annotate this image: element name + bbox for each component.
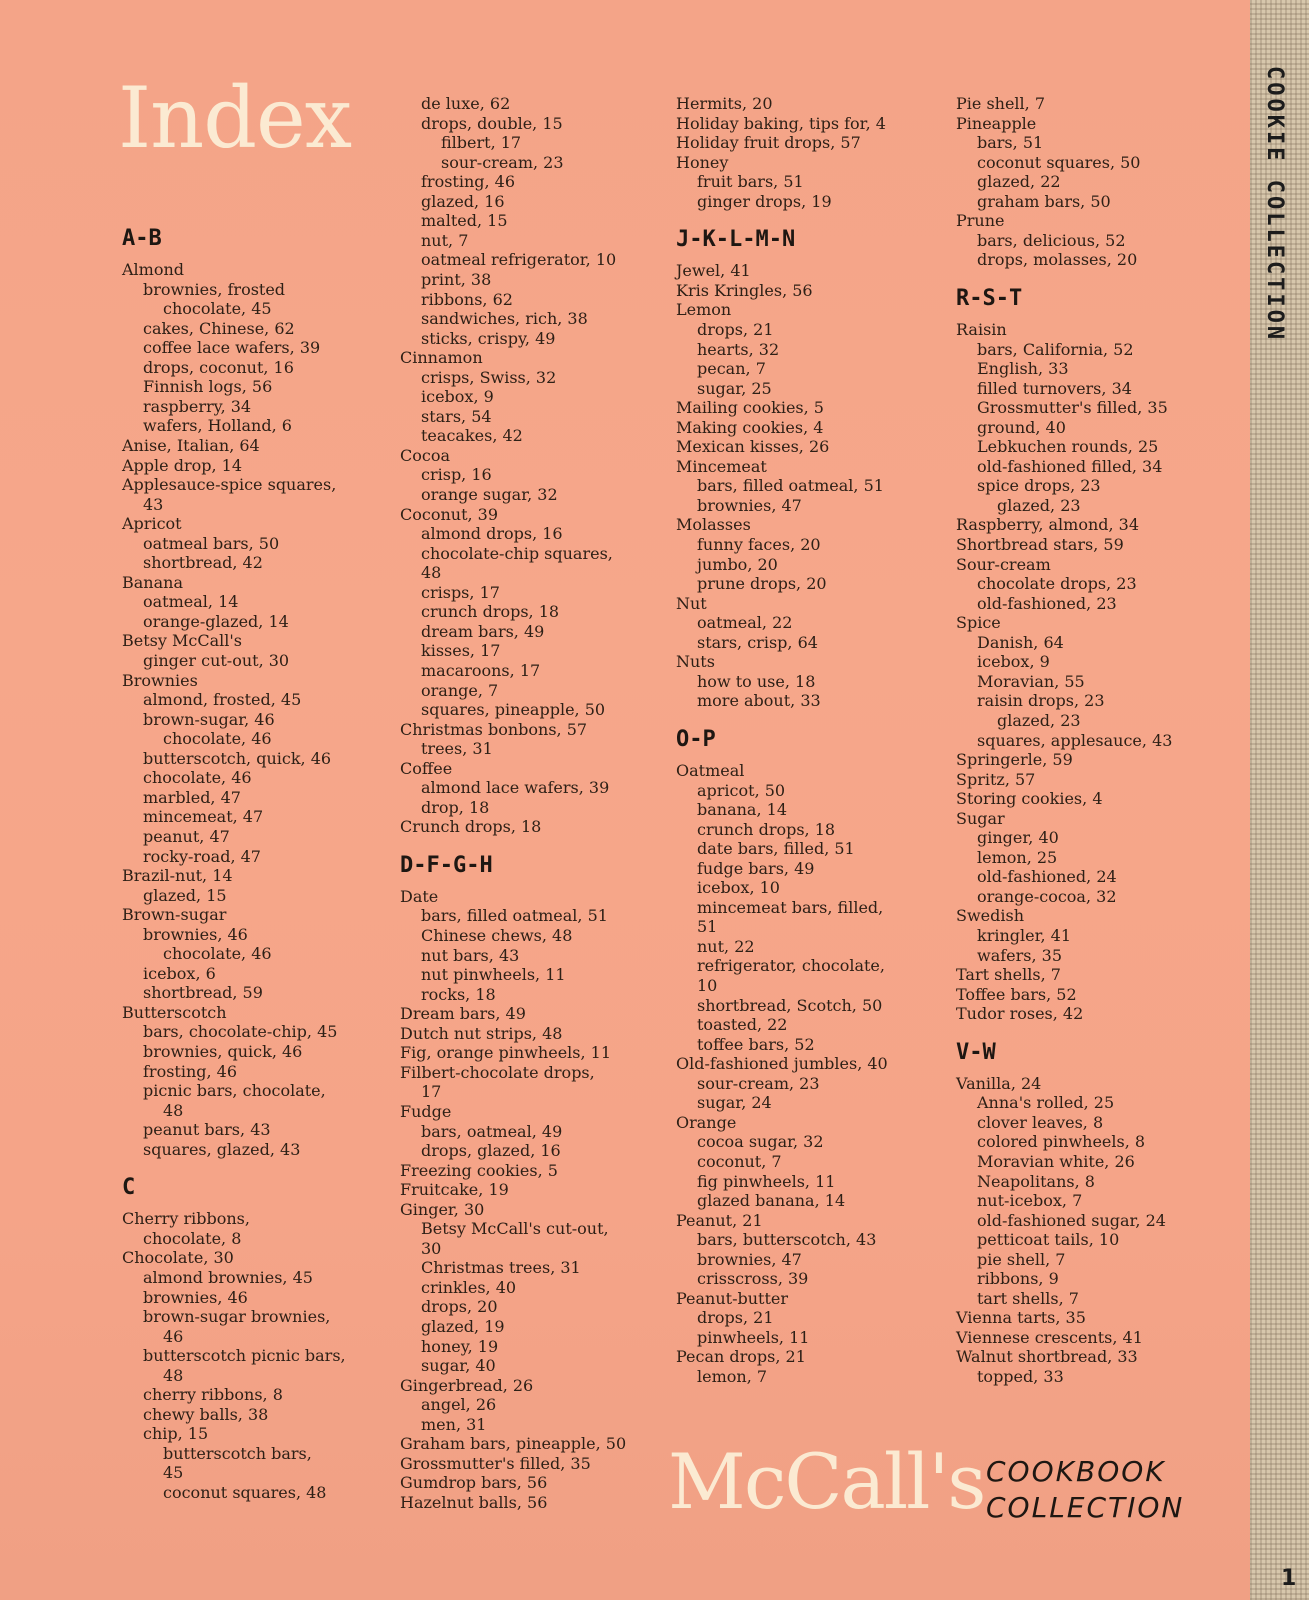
index-subentry: 46 xyxy=(163,1326,184,1346)
index-entry: Toffee bars, 52 xyxy=(956,984,1077,1004)
index-subentry: icebox, 9 xyxy=(977,652,1050,672)
index-subentry: print, 38 xyxy=(421,269,492,289)
brand-tagline-line1: COOKBOOK xyxy=(986,1455,1166,1488)
index-entry: Apple drop, 14 xyxy=(122,455,243,475)
index-subentry: cherry ribbons, 8 xyxy=(143,1385,283,1405)
index-subentry: drops, glazed, 16 xyxy=(421,1141,561,1161)
index-subentry: sandwiches, rich, 38 xyxy=(421,309,588,329)
index-entry: Brazil-nut, 14 xyxy=(122,866,233,886)
index-subentry: ginger drops, 19 xyxy=(697,191,832,211)
index-subentry: jumbo, 20 xyxy=(697,554,778,574)
index-entry: Viennese crescents, 41 xyxy=(956,1327,1143,1347)
index-entry: Raspberry, almond, 34 xyxy=(956,515,1140,535)
index-subentry: pie shell, 7 xyxy=(977,1249,1066,1269)
index-subentry: picnic bars, chocolate, xyxy=(143,1081,326,1101)
index-subentry: oatmeal refrigerator, 10 xyxy=(421,250,617,270)
index-subentry: bars, delicious, 52 xyxy=(977,230,1126,250)
index-subentry: old-fashioned, 23 xyxy=(977,593,1117,613)
index-entry: Butterscotch xyxy=(122,1002,227,1022)
index-subentry: oatmeal, 22 xyxy=(697,613,793,633)
index-entry: Pie shell, 7 xyxy=(956,94,1046,113)
index-subentry: sticks, crispy, 49 xyxy=(421,328,556,348)
index-entry: Cherry ribbons, xyxy=(122,1209,250,1229)
index-entry: Holiday baking, tips for, 4 xyxy=(676,113,886,133)
index-subentry: butterscotch bars, xyxy=(163,1443,312,1463)
index-subentry: nut, 7 xyxy=(421,230,469,250)
index-subentry: English, 33 xyxy=(977,359,1069,379)
index-subentry: bars, oatmeal, 49 xyxy=(421,1121,563,1141)
index-entry: Coconut, 39 xyxy=(400,504,499,524)
index-subentry: orange, 7 xyxy=(421,680,499,700)
section-heading: R-S-T xyxy=(956,285,1023,311)
index-subentry: squares, glazed, 43 xyxy=(143,1139,301,1159)
index-entry: Almond xyxy=(122,260,185,279)
index-subentry: nut-icebox, 7 xyxy=(977,1191,1083,1211)
index-subentry: 48 xyxy=(163,1365,184,1385)
index-entry: Tudor roses, 42 xyxy=(956,1004,1084,1024)
index-subentry: more about, 33 xyxy=(697,691,821,711)
index-subentry: mincemeat, 47 xyxy=(143,807,264,827)
index-subentry: butterscotch, quick, 46 xyxy=(143,748,332,768)
index-subentry: chocolate drops, 23 xyxy=(977,574,1137,594)
index-subentry: brownies, 47 xyxy=(697,1249,802,1269)
index-subentry: ribbons, 62 xyxy=(421,289,513,309)
index-subentry: angel, 26 xyxy=(421,1395,497,1415)
index-entry: Storing cookies, 4 xyxy=(956,789,1103,809)
index-subentry: bars, butterscotch, 43 xyxy=(697,1230,877,1250)
index-entry: Brownies xyxy=(122,670,198,690)
index-entry: Graham bars, pineapple, 50 xyxy=(400,1434,627,1454)
index-entry: Christmas bonbons, 57 xyxy=(400,719,588,739)
index-subentry: nut pinwheels, 11 xyxy=(421,965,566,985)
index-subentry: rocky-road, 47 xyxy=(143,846,261,866)
index-subentry: macaroons, 17 xyxy=(421,660,541,680)
index-entry: Spice xyxy=(956,613,1001,633)
index-subentry: filbert, 17 xyxy=(441,133,522,153)
index-subentry: brownies, 46 xyxy=(143,1287,248,1307)
index-subentry: glazed, 23 xyxy=(997,495,1081,515)
index-entry: Hermits, 20 xyxy=(676,94,773,113)
index-subentry: sugar, 24 xyxy=(697,1093,772,1113)
brand-logo: McCall's xyxy=(668,1437,985,1526)
index-subentry: crunch drops, 18 xyxy=(697,819,836,839)
index-entry: Vienna tarts, 35 xyxy=(956,1308,1086,1328)
index-entry: Applesauce-spice squares, xyxy=(122,475,337,495)
index-subentry: honey, 19 xyxy=(421,1336,499,1356)
index-subentry: 17 xyxy=(421,1082,442,1102)
index-subentry: drops, 20 xyxy=(421,1297,498,1317)
section-heading: C xyxy=(122,1175,136,1201)
index-subentry: sour-cream, 23 xyxy=(441,152,564,172)
index-subentry: de luxe, 62 xyxy=(421,94,511,113)
index-entry: Peanut, 21 xyxy=(676,1210,763,1230)
index-entry: Raisin xyxy=(956,319,1007,339)
index-subentry: chocolate, 46 xyxy=(163,729,272,749)
index-subentry: chocolate, 45 xyxy=(163,299,272,319)
index-subentry: crisscross, 39 xyxy=(697,1269,809,1289)
index-subentry: trees, 31 xyxy=(421,739,493,759)
section-heading: D-F-G-H xyxy=(400,852,493,878)
index-subentry: Moravian white, 26 xyxy=(977,1151,1135,1171)
index-subentry: topped, 33 xyxy=(977,1367,1064,1386)
index-entry: Brown-sugar xyxy=(122,905,227,925)
index-subentry: oatmeal, 14 xyxy=(143,592,239,612)
index-subentry: icebox, 9 xyxy=(421,387,494,407)
index-subentry: squares, pineapple, 50 xyxy=(421,700,606,720)
index-subentry: orange sugar, 32 xyxy=(421,485,558,504)
index-entry: Banana xyxy=(122,572,183,592)
index-subentry: ginger, 40 xyxy=(977,828,1059,848)
index-subentry: funny faces, 20 xyxy=(697,535,821,554)
index-entry: Sour-cream xyxy=(956,554,1051,574)
index-subentry: teacakes, 42 xyxy=(421,426,523,446)
index-subentry: shortbread, Scotch, 50 xyxy=(697,995,883,1015)
index-entry: Lemon xyxy=(676,300,732,320)
index-subentry: coffee lace wafers, 39 xyxy=(143,338,321,358)
index-subentry: graham bars, 50 xyxy=(977,191,1111,211)
section-heading: A-B xyxy=(122,226,162,251)
index-entry: Tart shells, 7 xyxy=(956,965,1061,985)
index-entry: Cocoa xyxy=(400,445,451,465)
index-subentry: brownies, 47 xyxy=(697,495,802,515)
tab-page-number: 1 xyxy=(1281,1566,1297,1591)
tab-label: COOKIE COLLECTION xyxy=(1262,66,1287,343)
index-subentry: drops, coconut, 16 xyxy=(143,357,294,377)
index-subentry: chocolate, 46 xyxy=(163,944,272,964)
index-subentry: drops, molasses, 20 xyxy=(977,250,1138,270)
index-subentry: ribbons, 9 xyxy=(977,1269,1059,1289)
index-entry: Fruitcake, 19 xyxy=(400,1180,509,1200)
index-subentry: nut, 22 xyxy=(697,936,755,956)
index-subentry: kisses, 17 xyxy=(421,641,501,661)
index-subentry: prune drops, 20 xyxy=(697,574,827,594)
index-entry: Sugar xyxy=(956,808,1005,828)
index-subentry: almond, frosted, 45 xyxy=(143,690,302,710)
index-subentry: frosting, 46 xyxy=(421,172,516,192)
index-subentry: drops, 21 xyxy=(697,1308,774,1328)
index-entry: Crunch drops, 18 xyxy=(400,817,542,837)
index-subentry: Betsy McCall's cut-out, xyxy=(421,1219,609,1239)
index-subentry: chocolate, 8 xyxy=(143,1228,242,1248)
index-subentry: chewy balls, 38 xyxy=(143,1404,269,1424)
index-subentry: mincemeat bars, filled, xyxy=(697,897,884,917)
index-entry: Kris Kringles, 56 xyxy=(676,280,813,300)
index-entry: Making cookies, 4 xyxy=(676,417,824,437)
index-entry: Anise, Italian, 64 xyxy=(122,435,260,455)
index-subentry: glazed, 19 xyxy=(421,1317,505,1336)
index-entry: Orange xyxy=(676,1112,737,1132)
index-subentry: 48 xyxy=(163,1100,184,1120)
index-entry: Dream bars, 49 xyxy=(400,1004,526,1024)
index-subentry: date bars, filled, 51 xyxy=(697,839,855,859)
index-subentry: 48 xyxy=(421,563,442,583)
index-entry: Coffee xyxy=(400,758,453,778)
index-subentry: 30 xyxy=(421,1238,442,1258)
index-subentry: crunch drops, 18 xyxy=(421,602,560,622)
index-subentry: icebox, 10 xyxy=(697,878,780,898)
index-subentry: fruit bars, 51 xyxy=(697,172,804,192)
index-entry: Springerle, 59 xyxy=(956,750,1073,770)
index-entry: Mailing cookies, 5 xyxy=(676,398,824,418)
section-heading: V-W xyxy=(956,1039,996,1065)
index-subentry: crinkles, 40 xyxy=(421,1277,517,1297)
index-subentry: sour-cream, 23 xyxy=(697,1073,820,1093)
index-subentry: men, 31 xyxy=(421,1414,487,1434)
index-subentry: crisps, 17 xyxy=(421,582,500,602)
index-entry: Betsy McCall's xyxy=(122,631,242,651)
index-subentry: nut bars, 43 xyxy=(421,945,520,965)
index-subentry: almond brownies, 45 xyxy=(143,1267,313,1287)
index-subentry: coconut, 7 xyxy=(697,1151,782,1171)
index-subentry: fig pinwheels, 11 xyxy=(697,1171,836,1191)
index-subentry: stars, 54 xyxy=(421,406,492,426)
index-entry: Mexican kisses, 26 xyxy=(676,437,830,457)
index-entry: Filbert-chocolate drops, xyxy=(400,1062,595,1082)
index-subentry: bars, chocolate-chip, 45 xyxy=(143,1022,338,1042)
index-entry: Pineapple xyxy=(956,113,1037,133)
brand-tagline-line2: COLLECTION xyxy=(986,1491,1185,1524)
index-subentry: old-fashioned, 24 xyxy=(977,867,1117,887)
index-subentry: stars, crisp, 64 xyxy=(697,632,818,652)
index-entry: Old-fashioned jumbles, 40 xyxy=(676,1054,888,1074)
index-subentry: toffee bars, 52 xyxy=(697,1034,815,1054)
index-subentry: rocks, 18 xyxy=(421,984,496,1004)
index-subentry: Finnish logs, 56 xyxy=(143,377,273,397)
index-subentry: coconut squares, 48 xyxy=(163,1483,327,1502)
index-subentry: raisin drops, 23 xyxy=(977,691,1105,711)
index-subentry: Chinese chews, 48 xyxy=(421,926,573,945)
index-subentry: pinwheels, 11 xyxy=(697,1327,810,1347)
index-entry: Pecan drops, 21 xyxy=(676,1347,806,1367)
index-subentry: almond drops, 16 xyxy=(421,524,563,544)
index-subentry: banana, 14 xyxy=(697,800,787,820)
index-subentry: chip, 15 xyxy=(143,1424,209,1444)
index-entry: Date xyxy=(400,886,439,906)
index-subentry: colored pinwheels, 8 xyxy=(977,1132,1146,1152)
index-subentry: drop, 18 xyxy=(421,797,490,817)
index-entry: Grossmutter's filled, 35 xyxy=(400,1453,591,1473)
section-heading: J-K-L-M-N xyxy=(676,227,796,253)
index-entry: Gingerbread, 26 xyxy=(400,1375,534,1395)
index-subentry: shortbread, 42 xyxy=(143,553,263,573)
index-subentry: bars, 51 xyxy=(977,133,1044,153)
index-subentry: Danish, 64 xyxy=(977,632,1064,652)
index-subentry: 45 xyxy=(163,1463,184,1483)
index-subentry: chocolate, 46 xyxy=(143,768,252,788)
index-subentry: Lebkuchen rounds, 25 xyxy=(977,437,1159,457)
index-subentry: Christmas trees, 31 xyxy=(421,1258,581,1278)
index-subentry: almond lace wafers, 39 xyxy=(421,778,610,798)
index-subentry: butterscotch picnic bars, xyxy=(143,1346,346,1366)
index-subentry: wafers, 35 xyxy=(977,945,1063,965)
index-subentry: glazed, 16 xyxy=(421,191,505,211)
index-subentry: raspberry, 34 xyxy=(143,396,252,416)
index-subentry: spice drops, 23 xyxy=(977,476,1101,496)
index-entry: Spritz, 57 xyxy=(956,769,1036,789)
index-subentry: kringler, 41 xyxy=(977,926,1072,945)
index-entry: Freezing cookies, 5 xyxy=(400,1160,558,1180)
index-subentry: frosting, 46 xyxy=(143,1061,238,1081)
index-subentry: peanut bars, 43 xyxy=(143,1120,271,1140)
index-entry: Nut xyxy=(676,593,707,613)
index-entry: Cinnamon xyxy=(400,348,483,368)
index-entry: Fudge xyxy=(400,1101,452,1121)
index-subentry: petticoat tails, 10 xyxy=(977,1230,1120,1250)
page-title: Index xyxy=(118,69,352,167)
index-subentry: bars, filled oatmeal, 51 xyxy=(421,906,608,926)
index-subentry: hearts, 32 xyxy=(697,339,780,359)
index-subentry: glazed, 23 xyxy=(997,710,1081,730)
index-subentry: pecan, 7 xyxy=(697,359,766,379)
index-entry: Holiday fruit drops, 57 xyxy=(676,133,861,153)
index-entry: Mincemeat xyxy=(676,456,767,476)
index-subentry: sugar, 25 xyxy=(697,378,772,398)
index-entry: Oatmeal xyxy=(676,760,745,780)
index-entry: Honey xyxy=(676,152,729,172)
index-subentry: sugar, 40 xyxy=(421,1356,496,1376)
index-subentry: brown-sugar, 46 xyxy=(143,709,275,729)
index-subentry: chocolate-chip squares, xyxy=(421,543,613,563)
index-entry: Swedish xyxy=(956,906,1024,926)
index-subentry: oatmeal bars, 50 xyxy=(143,533,280,553)
index-subentry: ground, 40 xyxy=(977,417,1066,437)
index-entry: Vanilla, 24 xyxy=(956,1073,1042,1093)
index-entry: Ginger, 30 xyxy=(400,1199,485,1219)
index-subentry: 51 xyxy=(697,917,718,937)
index-entry: Chocolate, 30 xyxy=(122,1248,234,1268)
index-subentry: brown-sugar brownies, xyxy=(143,1307,331,1327)
index-subentry: bars, filled oatmeal, 51 xyxy=(697,476,884,496)
index-subentry: dream bars, 49 xyxy=(421,621,545,641)
index-subentry: filled turnovers, 34 xyxy=(977,378,1132,398)
index-subentry: glazed, 15 xyxy=(143,885,227,905)
index-subentry: brownies, quick, 46 xyxy=(143,1042,303,1061)
index-entry: Dutch nut strips, 48 xyxy=(400,1023,563,1043)
index-entry: Nuts xyxy=(676,652,715,672)
index-subentry: 43 xyxy=(143,494,164,514)
index-entry: Shortbread stars, 59 xyxy=(956,535,1124,554)
index-subentry: icebox, 6 xyxy=(143,963,216,983)
index-subentry: cakes, Chinese, 62 xyxy=(143,318,295,338)
index-subentry: apricot, 50 xyxy=(697,780,786,800)
index-subentry: brownies, 46 xyxy=(143,924,248,944)
index-subentry: clover leaves, 8 xyxy=(977,1112,1104,1132)
index-subentry: bars, California, 52 xyxy=(977,339,1134,359)
index-entry: Fig, orange pinwheels, 11 xyxy=(400,1043,612,1063)
index-subentry: orange-glazed, 14 xyxy=(143,611,289,631)
index-entry: Walnut shortbread, 33 xyxy=(956,1347,1138,1367)
index-subentry: malted, 15 xyxy=(421,211,508,231)
index-subentry: lemon, 25 xyxy=(977,847,1058,867)
index-subentry: glazed, 22 xyxy=(977,172,1061,192)
index-subentry: ginger cut-out, 30 xyxy=(143,651,290,670)
index-subentry: squares, applesauce, 43 xyxy=(977,730,1173,750)
index-subentry: Anna's rolled, 25 xyxy=(977,1093,1115,1113)
index-entry: Prune xyxy=(956,211,1005,231)
index-subentry: wafers, Holland, 6 xyxy=(143,416,292,436)
index-subentry: old-fashioned filled, 34 xyxy=(977,456,1163,476)
index-subentry: glazed banana, 14 xyxy=(697,1191,846,1211)
index-subentry: marbled, 47 xyxy=(143,787,241,807)
index-subentry: lemon, 7 xyxy=(697,1367,768,1386)
section-heading: O-P xyxy=(676,726,716,752)
index-entry: Apricot xyxy=(122,514,182,534)
index-subentry: cocoa sugar, 32 xyxy=(697,1132,824,1152)
index-subentry: toasted, 22 xyxy=(697,1015,788,1035)
index-entry: Molasses xyxy=(676,515,751,535)
index-subentry: fudge bars, 49 xyxy=(697,858,815,878)
index-subentry: refrigerator, chocolate, xyxy=(697,956,885,976)
index-subentry: Grossmutter's filled, 35 xyxy=(977,398,1168,418)
index-subentry: old-fashioned sugar, 24 xyxy=(977,1210,1166,1230)
index-subentry: shortbread, 59 xyxy=(143,983,263,1003)
index-subentry: brownies, frosted xyxy=(143,279,286,299)
index-subentry: crisps, Swiss, 32 xyxy=(421,367,557,387)
index-entry: Gumdrop bars, 56 xyxy=(400,1473,548,1493)
index-subentry: coconut squares, 50 xyxy=(977,152,1141,172)
index-subentry: drops, 21 xyxy=(697,319,774,339)
index-subentry: Moravian, 55 xyxy=(977,671,1085,691)
index-entry: Jewel, 41 xyxy=(676,261,751,281)
index-subentry: 10 xyxy=(697,976,718,995)
index-subentry: drops, double, 15 xyxy=(421,113,563,133)
index-subentry: orange-cocoa, 32 xyxy=(977,886,1117,906)
index-subentry: how to use, 18 xyxy=(697,671,816,691)
index-subentry: crisp, 16 xyxy=(421,465,492,485)
index-entry: Hazelnut balls, 56 xyxy=(400,1492,548,1512)
index-subentry: tart shells, 7 xyxy=(977,1288,1079,1308)
index-subentry: peanut, 47 xyxy=(143,826,230,846)
index-entry: Peanut-butter xyxy=(676,1288,789,1308)
index-subentry: Neapolitans, 8 xyxy=(977,1171,1095,1191)
